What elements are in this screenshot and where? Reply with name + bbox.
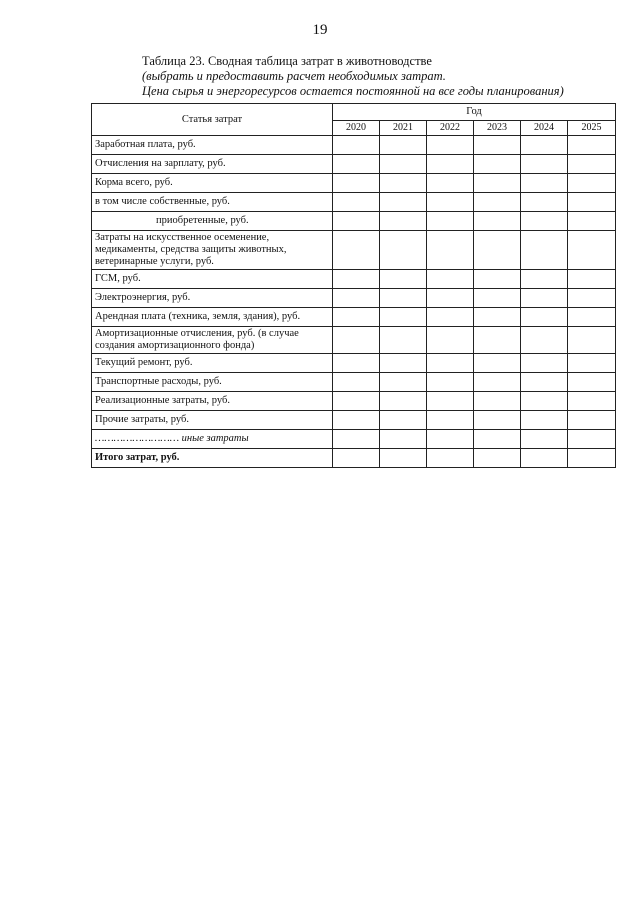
- cost-item-label: ГСМ, руб.: [92, 270, 333, 289]
- cost-item-label: Заработная плата, руб.: [92, 136, 333, 155]
- value-cell-2025[interactable]: [568, 193, 616, 212]
- value-cell-2023[interactable]: [474, 136, 521, 155]
- table-row: [92, 174, 616, 193]
- value-cell-2025[interactable]: [568, 174, 616, 193]
- value-cell-2024[interactable]: [521, 327, 568, 354]
- table-row: [92, 354, 616, 373]
- value-cell-2025[interactable]: [568, 373, 616, 392]
- table-row: [92, 411, 616, 430]
- value-cell-2022[interactable]: [427, 308, 474, 327]
- value-cell-2023[interactable]: [474, 174, 521, 193]
- value-cell-2021[interactable]: [380, 155, 427, 174]
- table-title: Таблица 23. Сводная таблица затрат в животноводстве: [142, 54, 432, 68]
- value-cell-2023[interactable]: [474, 155, 521, 174]
- value-cell-2022[interactable]: [427, 193, 474, 212]
- cost-item-label: приобретенные, руб.: [92, 212, 333, 231]
- value-cell-2021[interactable]: [380, 270, 427, 289]
- value-cell-2025[interactable]: [568, 354, 616, 373]
- value-cell-2024[interactable]: [521, 449, 568, 468]
- value-cell-2022[interactable]: [427, 136, 474, 155]
- value-cell-2023[interactable]: [474, 270, 521, 289]
- table-row: [92, 327, 616, 354]
- page-number: 19: [312, 22, 328, 38]
- value-cell-2024[interactable]: [521, 270, 568, 289]
- value-cell-2024[interactable]: [521, 289, 568, 308]
- header-year-2025: 2025: [568, 121, 616, 136]
- value-cell-2024[interactable]: [521, 430, 568, 449]
- value-cell-2021[interactable]: [380, 411, 427, 430]
- cost-item-label: Амортизационные отчисления, руб. (в случае создания амортизационного фонда): [92, 327, 333, 354]
- cost-item-label: Корма всего, руб.: [92, 174, 333, 193]
- value-cell-2020[interactable]: [333, 212, 380, 231]
- value-cell-2023[interactable]: [474, 231, 521, 270]
- value-cell-2024[interactable]: [521, 354, 568, 373]
- value-cell-2020[interactable]: [333, 289, 380, 308]
- value-cell-2020[interactable]: [333, 231, 380, 270]
- value-cell-2022[interactable]: [427, 392, 474, 411]
- value-cell-2021[interactable]: [380, 308, 427, 327]
- value-cell-2025[interactable]: [568, 308, 616, 327]
- value-cell-2024[interactable]: [521, 174, 568, 193]
- table-row: [92, 392, 616, 411]
- header-year-2020: 2020: [333, 121, 380, 136]
- value-cell-2023[interactable]: [474, 373, 521, 392]
- cost-item-label: ……………………… иные затраты: [92, 430, 333, 449]
- value-cell-2024[interactable]: [521, 392, 568, 411]
- value-cell-2024[interactable]: [521, 231, 568, 270]
- value-cell-2022[interactable]: [427, 411, 474, 430]
- header-year-2022: 2022: [427, 121, 474, 136]
- value-cell-2025[interactable]: [568, 270, 616, 289]
- value-cell-2021[interactable]: [380, 392, 427, 411]
- value-cell-2021[interactable]: [380, 231, 427, 270]
- value-cell-2021[interactable]: [380, 193, 427, 212]
- header-year-2023: 2023: [474, 121, 521, 136]
- value-cell-2020[interactable]: [333, 136, 380, 155]
- value-cell-2023[interactable]: [474, 289, 521, 308]
- value-cell-2025[interactable]: [568, 327, 616, 354]
- value-cell-2021[interactable]: [380, 430, 427, 449]
- cost-item-label: Реализационные затраты, руб.: [92, 392, 333, 411]
- value-cell-2024[interactable]: [521, 193, 568, 212]
- cost-item-label: Транспортные расходы, руб.: [92, 373, 333, 392]
- value-cell-2020[interactable]: [333, 411, 380, 430]
- value-cell-2024[interactable]: [521, 373, 568, 392]
- cost-item-label: Текущий ремонт, руб.: [92, 354, 333, 373]
- value-cell-2020[interactable]: [333, 354, 380, 373]
- table-row: [92, 289, 616, 308]
- value-cell-2023[interactable]: [474, 449, 521, 468]
- value-cell-2021[interactable]: [380, 212, 427, 231]
- header-year-2021: 2021: [380, 121, 427, 136]
- table-row: [92, 373, 616, 392]
- cost-summary-table: [91, 103, 616, 468]
- table-row: [92, 136, 616, 155]
- value-cell-2025[interactable]: [568, 430, 616, 449]
- value-cell-2023[interactable]: [474, 411, 521, 430]
- value-cell-2023[interactable]: [474, 392, 521, 411]
- value-cell-2020[interactable]: [333, 373, 380, 392]
- cost-item-label: Затраты на искусственное осеменение, медикаменты, средства защиты животных, ветеринарные услуги, руб.: [92, 231, 333, 270]
- value-cell-2024[interactable]: [521, 155, 568, 174]
- table-row: [92, 449, 616, 468]
- cost-item-label: Итого затрат, руб.: [92, 449, 333, 468]
- value-cell-2022[interactable]: [427, 270, 474, 289]
- value-cell-2022[interactable]: [427, 155, 474, 174]
- value-cell-2024[interactable]: [521, 411, 568, 430]
- table-row: [92, 231, 616, 270]
- value-cell-2020[interactable]: [333, 155, 380, 174]
- value-cell-2020[interactable]: [333, 193, 380, 212]
- value-cell-2025[interactable]: [568, 155, 616, 174]
- table-body: [92, 136, 616, 468]
- value-cell-2025[interactable]: [568, 411, 616, 430]
- value-cell-2024[interactable]: [521, 136, 568, 155]
- value-cell-2023[interactable]: [474, 430, 521, 449]
- value-cell-2024[interactable]: [521, 308, 568, 327]
- value-cell-2024[interactable]: [521, 212, 568, 231]
- value-cell-2025[interactable]: [568, 392, 616, 411]
- header-year-group: Год: [333, 104, 616, 121]
- value-cell-2023[interactable]: [474, 212, 521, 231]
- value-cell-2025[interactable]: [568, 231, 616, 270]
- cost-item-label: Отчисления на зарплату, руб.: [92, 155, 333, 174]
- cost-item-label: Прочие затраты, руб.: [92, 411, 333, 430]
- value-cell-2022[interactable]: [427, 373, 474, 392]
- value-cell-2021[interactable]: [380, 373, 427, 392]
- table-row: [92, 270, 616, 289]
- header-year-2024: 2024: [521, 121, 568, 136]
- value-cell-2022[interactable]: [427, 231, 474, 270]
- header-cost-item: Статья затрат: [92, 104, 333, 136]
- value-cell-2021[interactable]: [380, 136, 427, 155]
- table-row: [92, 430, 616, 449]
- cost-item-label: Арендная плата (техника, земля, здания), руб.: [92, 308, 333, 327]
- value-cell-2020[interactable]: [333, 327, 380, 354]
- value-cell-2021[interactable]: [380, 289, 427, 308]
- value-cell-2021[interactable]: [380, 449, 427, 468]
- value-cell-2020[interactable]: [333, 270, 380, 289]
- table-row: [92, 308, 616, 327]
- value-cell-2025[interactable]: [568, 136, 616, 155]
- table-row: [92, 155, 616, 174]
- value-cell-2023[interactable]: [474, 354, 521, 373]
- value-cell-2020[interactable]: [333, 174, 380, 193]
- value-cell-2025[interactable]: [568, 449, 616, 468]
- value-cell-2023[interactable]: [474, 327, 521, 354]
- value-cell-2020[interactable]: [333, 392, 380, 411]
- value-cell-2020[interactable]: [333, 430, 380, 449]
- value-cell-2025[interactable]: [568, 289, 616, 308]
- table-caption: [142, 54, 612, 99]
- table-note-line-2: Цена сырья и энергоресурсов остается постоянной на все годы планирования): [142, 84, 564, 98]
- value-cell-2022[interactable]: [427, 430, 474, 449]
- table-note-line-1: (выбрать и предоставить расчет необходимых затрат.: [142, 69, 446, 83]
- value-cell-2022[interactable]: [427, 327, 474, 354]
- value-cell-2020[interactable]: [333, 308, 380, 327]
- value-cell-2023[interactable]: [474, 193, 521, 212]
- value-cell-2021[interactable]: [380, 174, 427, 193]
- cost-item-label: Электроэнергия, руб.: [92, 289, 333, 308]
- value-cell-2021[interactable]: [380, 354, 427, 373]
- value-cell-2022[interactable]: [427, 449, 474, 468]
- value-cell-2023[interactable]: [474, 308, 521, 327]
- value-cell-2022[interactable]: [427, 174, 474, 193]
- table-row: [92, 193, 616, 212]
- value-cell-2020[interactable]: [333, 449, 380, 468]
- value-cell-2022[interactable]: [427, 289, 474, 308]
- table-row: [92, 212, 616, 231]
- cost-item-label: в том числе собственные, руб.: [92, 193, 333, 212]
- value-cell-2022[interactable]: [427, 354, 474, 373]
- value-cell-2025[interactable]: [568, 212, 616, 231]
- value-cell-2022[interactable]: [427, 212, 474, 231]
- value-cell-2021[interactable]: [380, 327, 427, 354]
